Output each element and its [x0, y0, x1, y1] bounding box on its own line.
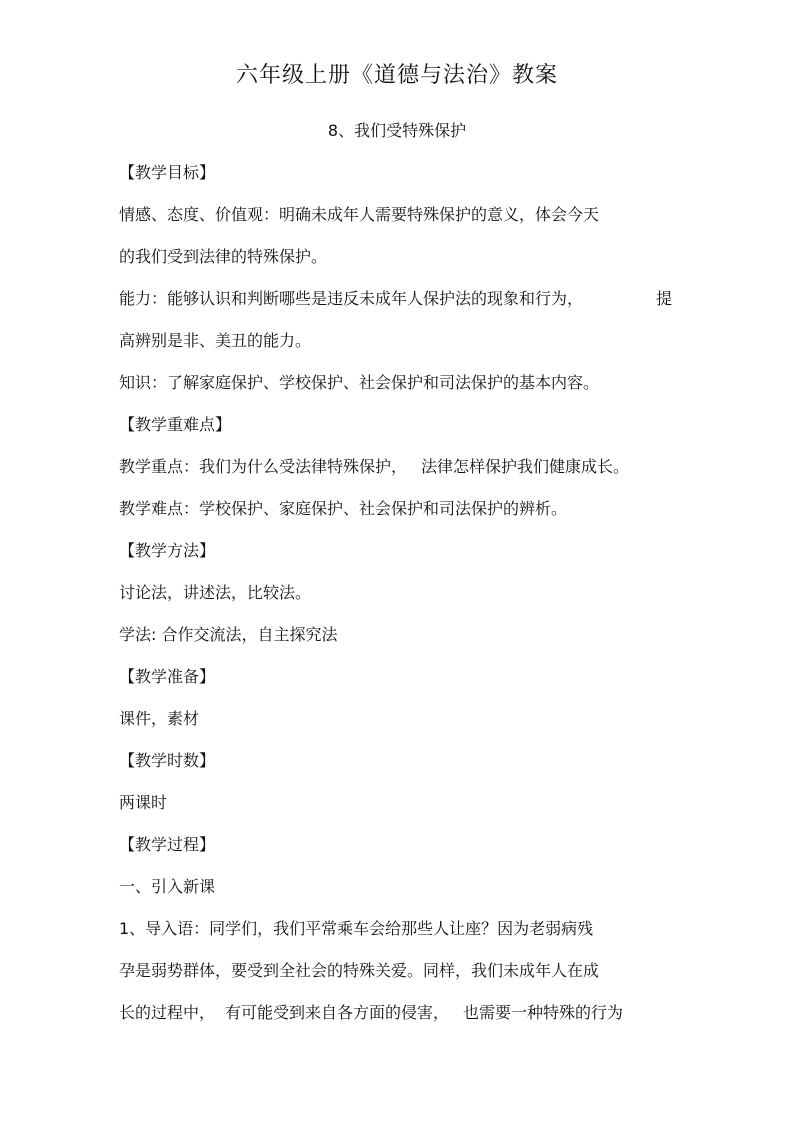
intro-line-3-part-b: 有可能受到来自各方面的侵害，	[225, 1003, 450, 1022]
goal-ability-line-end: 提	[656, 289, 673, 308]
goal-ability-line-1	[119, 286, 679, 309]
key-point-text-a: 教学重点：我们为什么受法律特殊保护，	[119, 457, 408, 476]
goal-emotion-line-2: 的我们受到法律的特殊保护。	[119, 247, 328, 266]
intro-paragraph-line-3	[119, 1000, 623, 1023]
goal-ability-line-2: 高辨别是非、美丑的能力。	[119, 331, 312, 350]
heading-teaching-hours: 【教学时数】	[119, 751, 216, 770]
teaching-hours-line: 两课时	[119, 793, 168, 812]
key-point-line	[119, 454, 629, 477]
teaching-prep-line: 课件，素材	[119, 709, 200, 728]
intro-line-3-part-a: 长的过程中，	[119, 1003, 216, 1022]
section-intro-heading: 一、引入新课	[119, 877, 216, 896]
heading-teaching-prep: 【教学准备】	[119, 667, 216, 686]
goal-knowledge-line: 知识：了解家庭保护、学校保护、社会保护和司法保护的基本内容。	[119, 373, 600, 392]
learning-methods-line: 学法: 合作交流法，自主探究法	[119, 625, 338, 644]
teaching-methods-line: 讨论法，讲述法，比较法。	[119, 583, 312, 602]
heading-teaching-methods: 【教学方法】	[119, 541, 216, 560]
document-title: 六年级上册《道德与法治》教案	[235, 63, 558, 88]
lesson-title: 8、我们受特殊保护	[327, 121, 467, 140]
heading-teaching-process: 【教学过程】	[119, 835, 216, 854]
goal-ability-text: 能力：能够认识和判断哪些是违反未成年人保护法的现象和行为，	[119, 289, 584, 308]
intro-paragraph-line-1: 1、导入语：同学们，我们平常乘车会给那些人让座？因为老弱病残	[119, 919, 594, 938]
intro-line-3-part-c: 也需要一种特殊的行为	[463, 1003, 624, 1022]
difficult-point-line: 教学难点：学校保护、家庭保护、社会保护和司法保护的辨析。	[119, 499, 568, 518]
heading-teaching-goals: 【教学目标】	[119, 163, 216, 182]
intro-paragraph-line-2: 孕是弱势群体，要受到全社会的特殊关爱。同样，我们未成年人在成	[119, 961, 600, 980]
key-point-text-b: 法律怎样保护我们健康成长。	[421, 457, 630, 476]
heading-key-points: 【教学重难点】	[119, 415, 232, 434]
goal-emotion-line-1: 情感、态度、价值观：明确未成年人需要特殊保护的意义，体会今天	[119, 205, 600, 224]
